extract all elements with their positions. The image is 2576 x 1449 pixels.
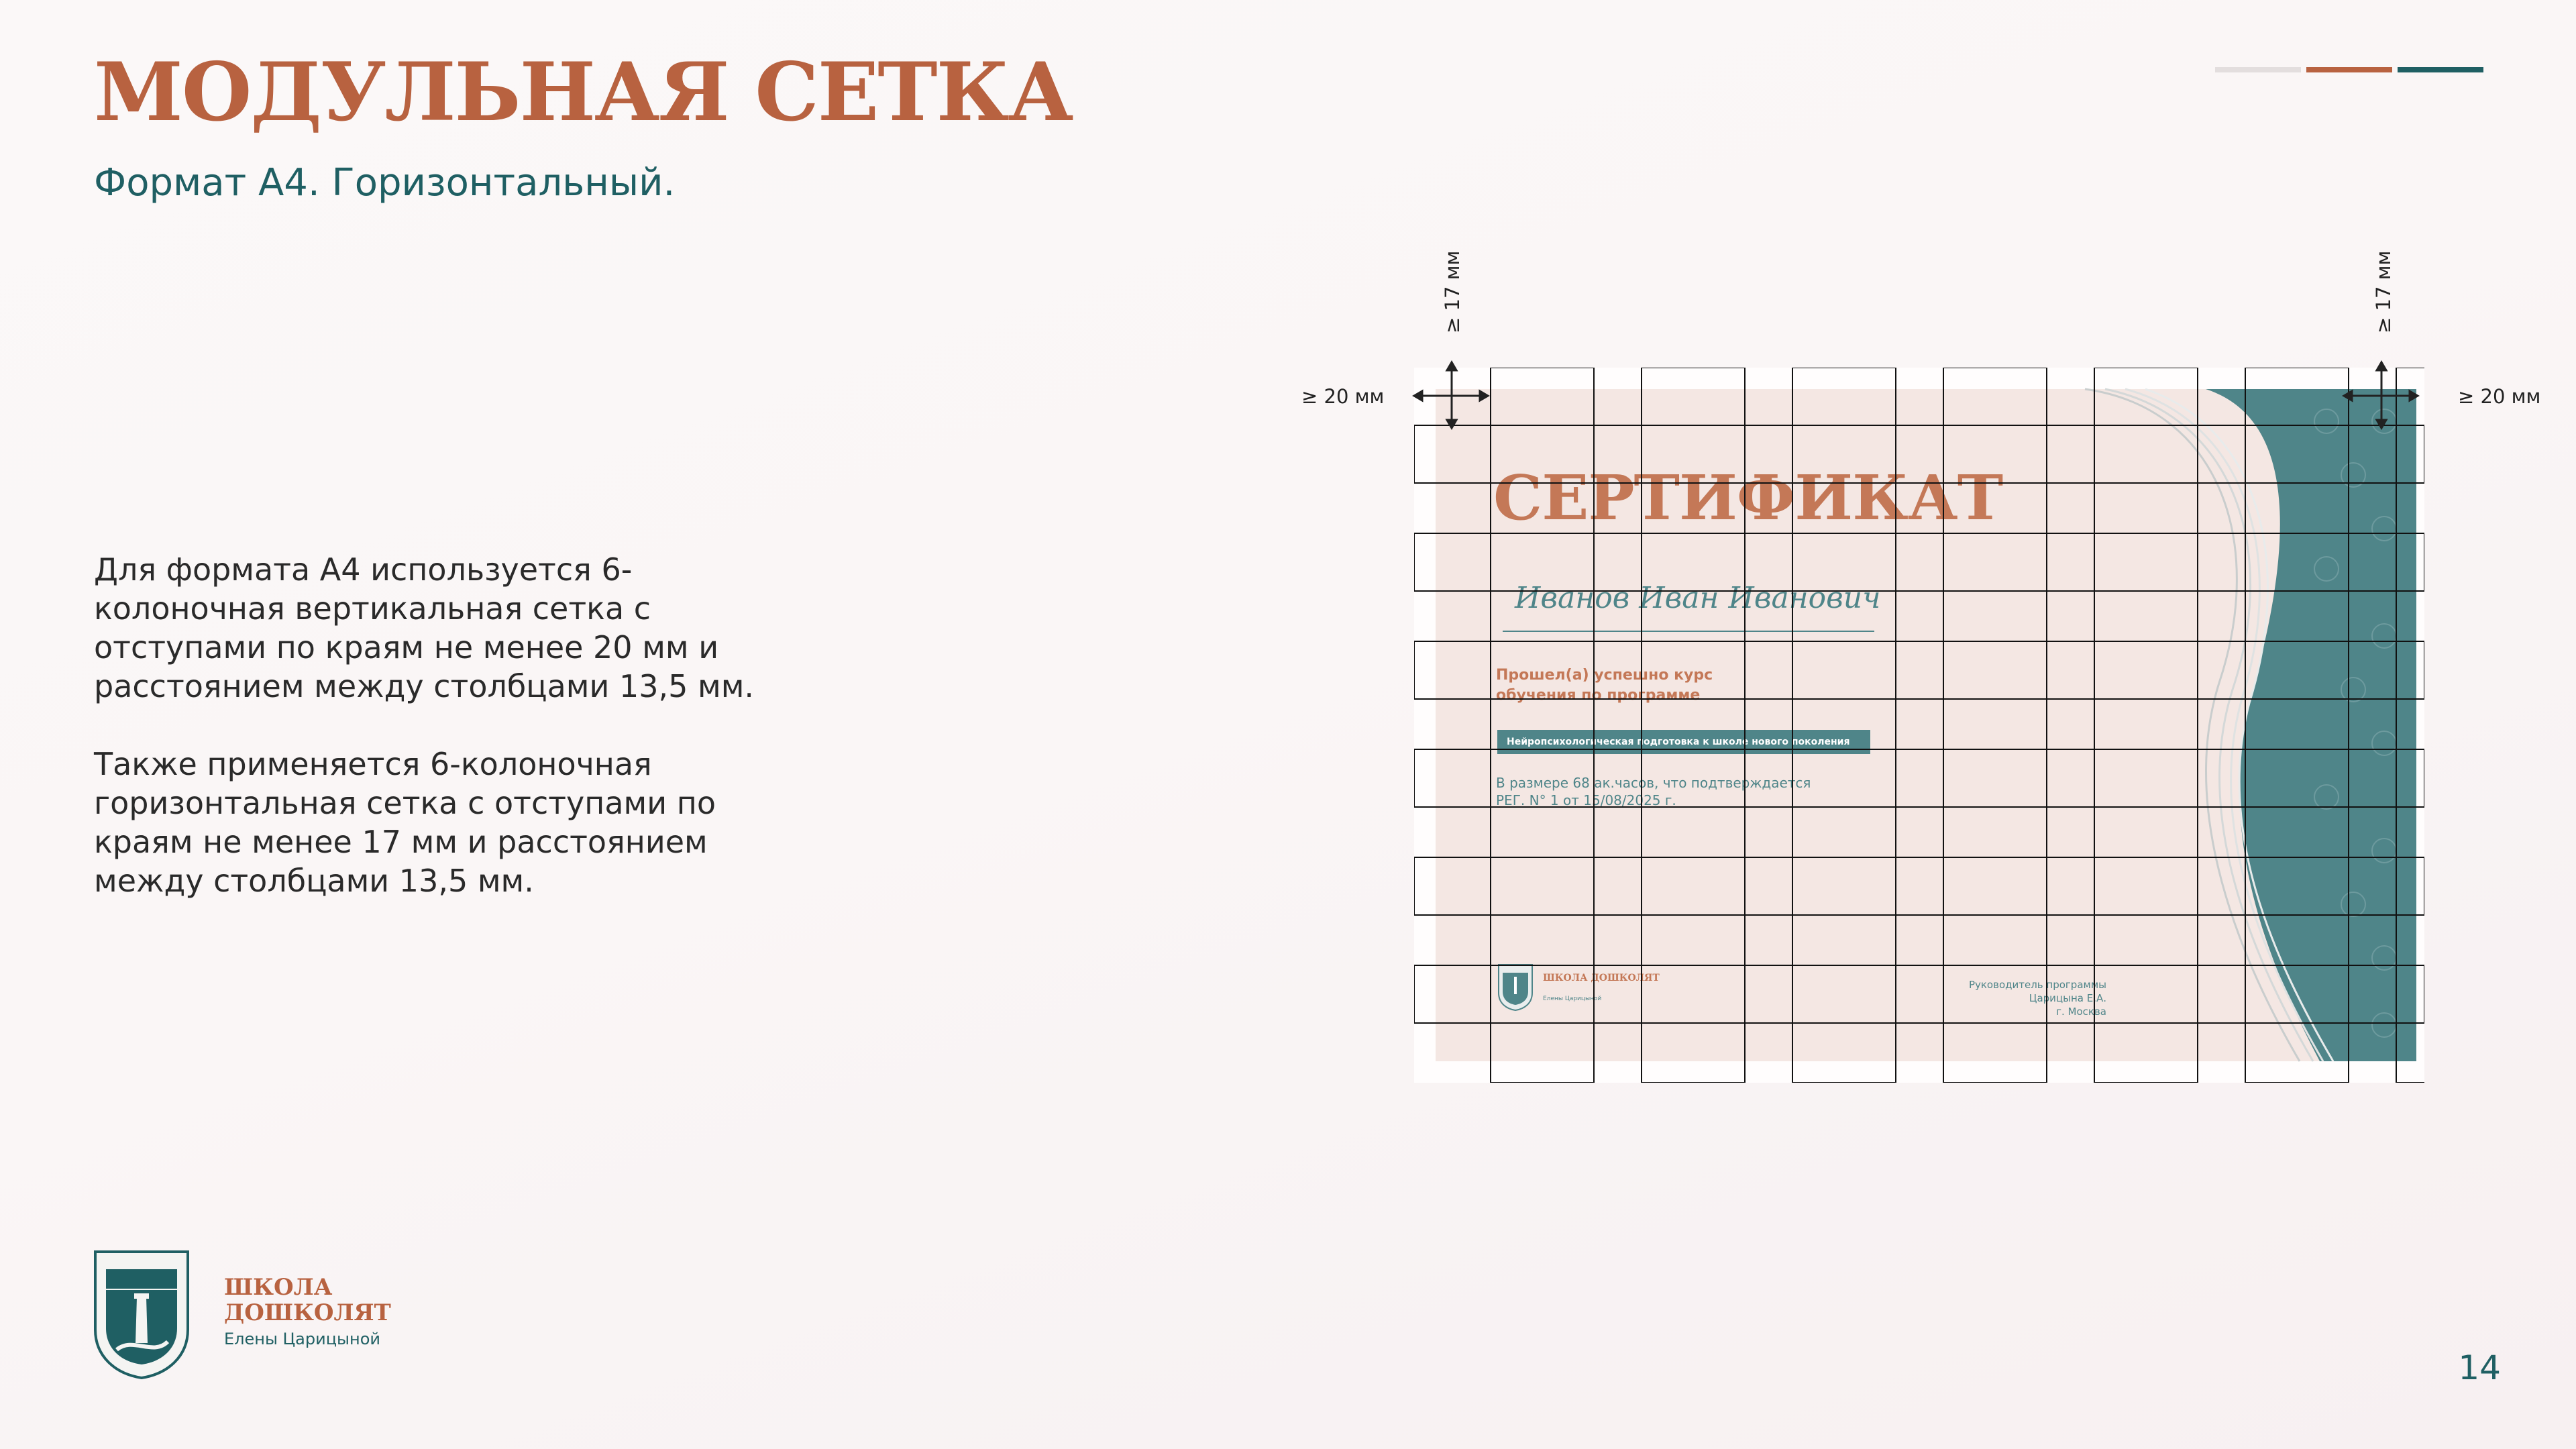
grid-column	[2245, 368, 2349, 1083]
dimension-arrows	[1275, 250, 2549, 470]
certificate-hours-line-1: В размере 68 ак.часов, что подтверждается	[1496, 775, 1811, 791]
grid-column	[1943, 368, 2047, 1083]
page-subtitle: Формат А4. Горизонтальный.	[94, 161, 676, 205]
grid-column	[1491, 368, 1594, 1083]
grid-row	[1414, 533, 2424, 591]
certificate-hours-line-2: РЕГ. N° 1 от 15/08/2025 г.	[1496, 792, 1676, 808]
grid-row	[1414, 641, 2424, 699]
grid-row	[1414, 857, 2424, 915]
dim-top-left: ≥ 17 мм	[1441, 250, 1464, 333]
dim-left-margin: ≥ 20 мм	[1301, 385, 1385, 408]
grid-row	[1414, 965, 2424, 1023]
school-logo-subtitle: Елены Царицыной	[224, 1330, 380, 1348]
grid-figure	[1414, 368, 2424, 1083]
school-logo-name-line-2: ДОШКОЛЯТ	[224, 1299, 391, 1326]
certificate-title: СЕРТИФИКАТ	[1493, 462, 2003, 534]
page-number: 14	[2458, 1348, 2501, 1387]
school-logo-icon	[93, 1249, 191, 1381]
grid-column	[1642, 368, 1745, 1083]
certificate-program-banner: Нейропсихологическая подготовка к школе нового поколения	[1497, 730, 1870, 754]
grid-column	[1792, 368, 1896, 1083]
certificate-sign-role: Руководитель программы	[1968, 979, 2106, 991]
page-title: МОДУЛЬНАЯ СЕТКА	[94, 45, 1073, 140]
grid-description-horizontal: Также применяется 6-колоночная горизонтальная сетка с отступами по краям не менее 17 мм и расстоянием между столбцами 13,5 мм.	[94, 746, 716, 899]
certificate-sign-city: г. Москва	[2056, 1006, 2106, 1018]
certificate-recipient: Иванов Иван Иванович	[1515, 581, 1881, 615]
grid-row	[1414, 749, 2424, 807]
grid-column	[2396, 368, 2424, 1083]
dim-top-right: ≥ 17 мм	[2372, 250, 2395, 333]
certificate-logo-subtitle: Елены Царицыной	[1543, 996, 1602, 1002]
accent-bar-light	[2215, 67, 2301, 72]
certificate-sign-name: Царицына Е.А.	[2029, 992, 2106, 1004]
certificate-logo-name: ШКОЛА ДОШКОЛЯТ	[1543, 973, 1660, 983]
dim-right-margin: ≥ 20 мм	[2458, 385, 2541, 408]
accent-bar-teal	[2398, 67, 2483, 72]
certificate-passed-text: Прошел(а) успешно курс обучения по программе	[1496, 667, 1713, 704]
school-logo-name-line-1: ШКОЛА	[224, 1274, 333, 1301]
grid-column	[2094, 368, 2198, 1083]
modular-grid-overlay	[1414, 368, 2424, 1083]
grid-description-vertical: Для формата А4 используется 6-колоночная вертикальная сетка с отступами по краям не менее 20 мм и расстоянием между столбцами 13,5 мм.	[94, 551, 755, 704]
accent-bar-terracotta	[2306, 67, 2392, 72]
school-logo-name	[224, 1275, 391, 1326]
